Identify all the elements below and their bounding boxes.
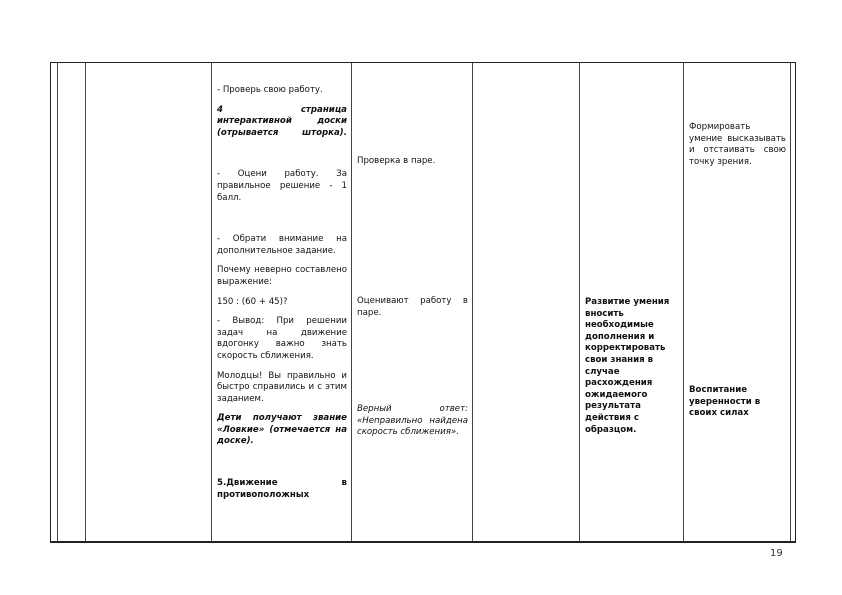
activity-correct-answer: Верный ответ: «Неправильно найдена скорость сближения». (357, 404, 468, 438)
task-praise: Молодцы! Вы правильно и быстро справились и с этим заданием. (217, 370, 347, 404)
personal-express-opinion: Формировать умение высказывать и отстаивать свою точку зрения. (689, 122, 786, 167)
activity-column (357, 63, 468, 541)
column-divider (683, 63, 684, 541)
task-why-question: Почему неверно составлено выражение: (217, 265, 347, 287)
activity-pair-check: Проверка в паре. (357, 156, 436, 166)
personal-column (689, 63, 786, 541)
regulative-column (585, 63, 678, 541)
task-expression: 150 : (60 + 45)? (217, 296, 288, 307)
task-check-work: - Проверь свою работу. (217, 85, 323, 95)
regulative-skill-text: Развитие умения вносить необходимые дополнения и корректировать свои знания в случае расхождения ожидаемого результата действия с образцом. (585, 297, 670, 435)
column-divider (351, 63, 352, 541)
activity-pair-evaluate: Оценивают работу в паре. (357, 296, 468, 318)
page-number: 19 (770, 548, 783, 559)
task-title-award: Дети получают звание «Ловкие» (отмечается на доске). (217, 413, 347, 447)
task-board-page: 4 страница интерактивной доски (отрывается шторка). (217, 104, 347, 138)
task-extra-attention: - Обрати внимание на дополнительное задание. (217, 234, 347, 256)
lesson-table (50, 62, 796, 542)
column-divider (211, 63, 212, 541)
table-bottom-border (50, 541, 796, 543)
column-divider (790, 63, 791, 541)
column-divider (472, 63, 473, 541)
personal-confidence: Воспитание уверенности в своих силах (689, 385, 761, 419)
task-section-five: 5.Движение в противоположных (217, 478, 347, 500)
column-divider (85, 63, 86, 541)
column-divider (579, 63, 580, 541)
task-conclusion: - Вывод: При решении задач на движение вдогонку важно знать скорость сближения. (217, 316, 347, 361)
task-evaluate-work: - Оцени работу. За правильное решение - 1 балл. (217, 169, 347, 203)
column-divider (57, 63, 58, 541)
task-column (217, 63, 347, 541)
